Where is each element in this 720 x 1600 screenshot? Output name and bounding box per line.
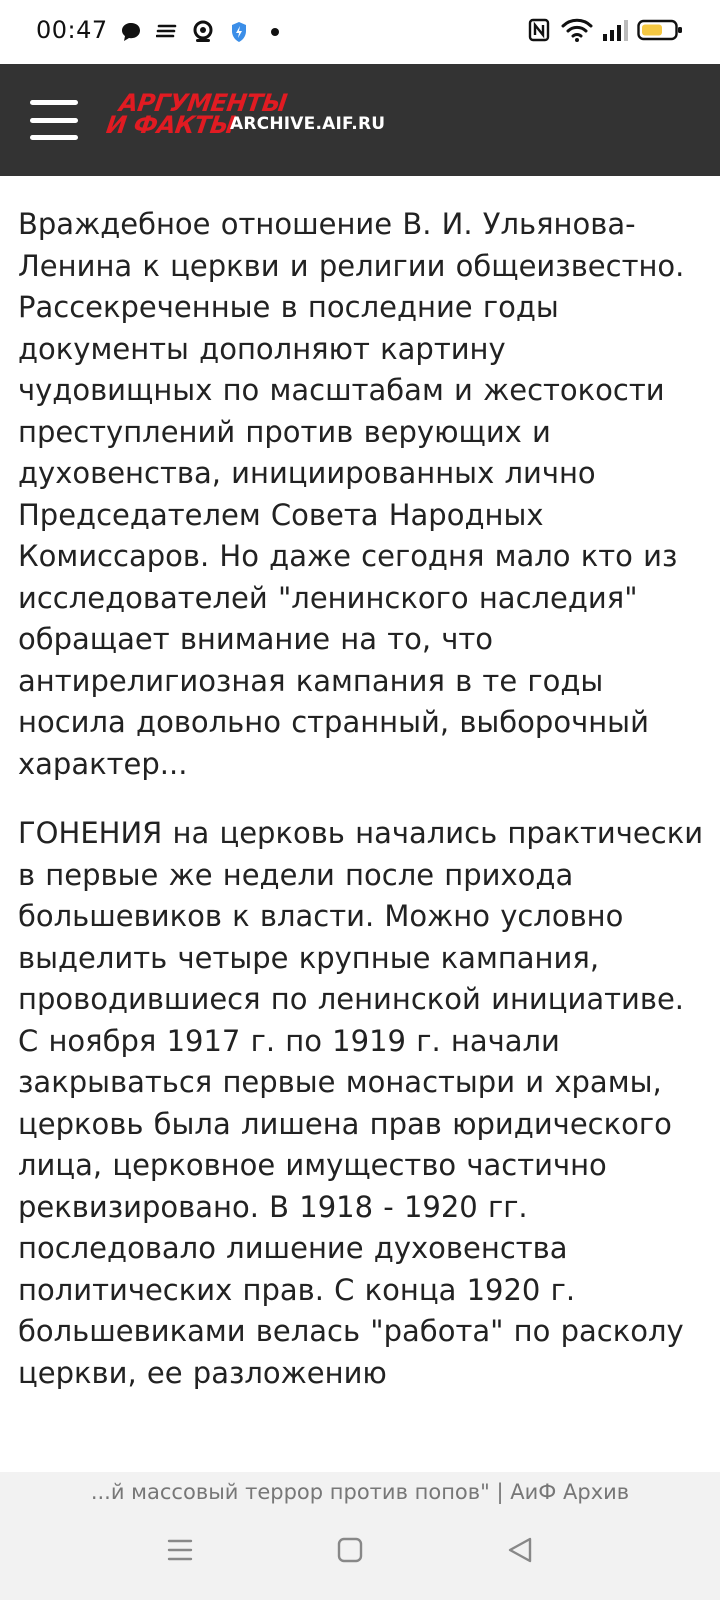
notes-icon [154, 18, 180, 46]
battery-icon [636, 16, 684, 44]
signal-icon [602, 16, 628, 44]
recent-apps-button[interactable] [160, 1532, 200, 1572]
chat-bubble-icon [118, 18, 144, 46]
status-notification-icons [118, 18, 288, 46]
back-button[interactable] [500, 1532, 540, 1572]
back-triangle-icon [506, 1536, 534, 1568]
page-title-bar[interactable] [0, 1472, 720, 1518]
menu-icon [166, 1536, 194, 1568]
status-time: 00:47 [36, 16, 108, 44]
page-title: ...й массовый террор против попов" | АиФ Архив [90, 1480, 630, 1504]
site-logo[interactable] [104, 89, 398, 150]
site-header [0, 64, 720, 176]
status-bar [0, 0, 720, 64]
home-button[interactable] [330, 1532, 370, 1572]
wifi-icon [560, 16, 594, 44]
camera-icon [190, 18, 216, 46]
dot-icon [262, 18, 288, 46]
menu-line [30, 118, 78, 123]
menu-line [30, 135, 78, 140]
status-system-icons [526, 16, 684, 44]
logo-line1: АРГУМЕНТЫ [117, 89, 289, 117]
system-nav-bar [0, 1518, 720, 1600]
hamburger-menu-button[interactable] [26, 94, 82, 146]
nfc-icon [526, 16, 552, 44]
article-body [18, 204, 708, 1472]
logo-domain: ARCHIVE.AIF.RU [230, 114, 386, 134]
menu-line [30, 100, 78, 105]
article-paragraph: Враждебное отношение В. И. Ульянова-Ленина к церкви и религии общеизвестно. Рассекреченные в последние годы документы дополняют картину чудовищных по масштабам и жестокости преступлений против верующих и духовенства, инициированных лично Председателем Совета Народных Комиссаров. Но даже сегодня мало кто из исследователей "ленинского наследия" обращает внимание на то, что антирелигиозная кампания в те годы носила довольно странный, выборочный характер... [18, 207, 685, 781]
article-paragraph: ГОНЕНИЯ на церковь начались практически в первые же недели после прихода большевиков к власти. Можно условно выделить четыре крупные кампания, проводившиеся по ленинской инициативе. С ноября 1917 г. по 1919 г. начали закрываться первые монастыри и храмы, церковь была лишена прав юридического лица, церковное имущество частично реквизировано. В 1918 - 1920 гг. последовало лишение духовенства политических прав. С конца 1920 г. большевиками велась "работа" по расколу церкви, ее разложению [18, 816, 704, 1390]
logo-line2: И ФАКТЫ [104, 111, 237, 139]
shield-icon [226, 18, 252, 46]
home-square-icon [336, 1536, 364, 1568]
